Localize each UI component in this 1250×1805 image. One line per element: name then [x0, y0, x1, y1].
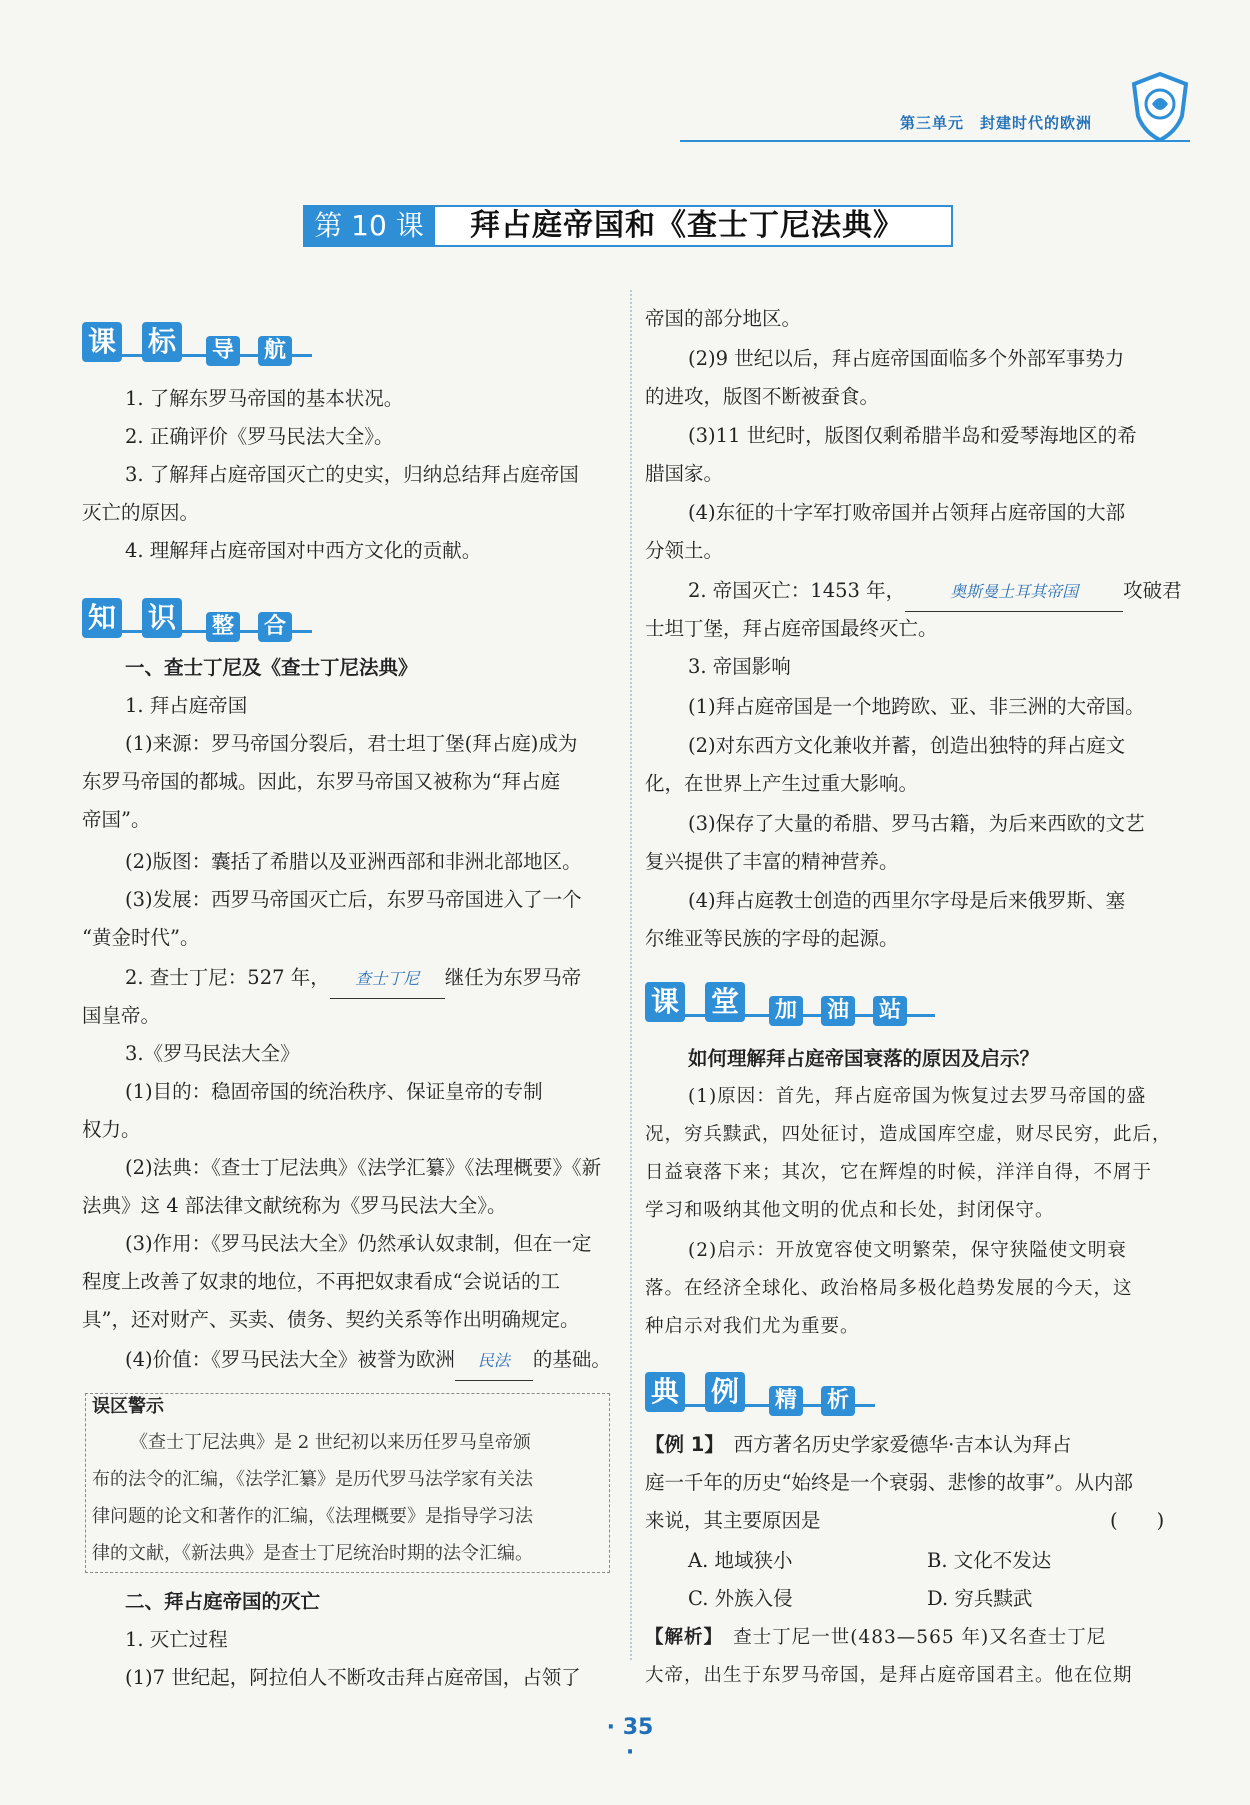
warning-line: 律问题的论文和著作的汇编，《法理概要》是指导学习法 — [92, 1506, 533, 1527]
goal-item: 3. 了解拜占庭帝国灭亡的史实，归纳总结拜占庭帝国 — [125, 463, 579, 486]
text-line: 国皇帝。 — [82, 1004, 161, 1027]
ketang-question: 如何理解拜占庭帝国衰落的原因及启示？ — [688, 1047, 1040, 1070]
subheading: 1. 灭亡过程 — [125, 1628, 228, 1651]
text-line: 大帝，出生于东罗马帝国，是拜占庭帝国君主。他在位期 — [645, 1665, 1133, 1686]
header-char: 课 — [645, 982, 685, 1022]
warning-line: 布的法令的汇编，《法学汇纂》是历代罗马法学家有关法 — [92, 1469, 533, 1490]
text-line: (4)拜占庭教士创造的西里尔字母是后来俄罗斯、塞 — [688, 889, 1126, 912]
text-line: (4)东征的十字军打败帝国并占领拜占庭帝国的大部 — [688, 501, 1126, 524]
text-fragment: 攻破君 — [1123, 579, 1182, 602]
answer-paren: ( ) — [1110, 1509, 1165, 1532]
option-c: C. 外族入侵 — [688, 1587, 793, 1610]
text-line: 权力。 — [82, 1118, 141, 1141]
text-line: 士坦丁堡，拜占庭帝国最终灭亡。 — [645, 617, 938, 640]
header-char: 加 — [769, 996, 803, 1026]
text-fragment: 继任为东罗马帝 — [444, 966, 582, 989]
lesson-number: 第 10 课 — [303, 205, 435, 247]
option-b: B. 文化不发达 — [927, 1549, 1052, 1572]
text-line: 况，穷兵黩武，四处征讨，造成国库空虚，财尽民穷，此后， — [645, 1124, 1172, 1145]
section-header-zhishi — [82, 598, 312, 644]
text-fragment: (4)价值：《罗马民法大全》被誉为欧洲 — [125, 1348, 455, 1371]
text-line: (1)拜占庭帝国是一个地跨欧、亚、非三洲的大帝国。 — [688, 695, 1145, 718]
fill-blank-line — [688, 572, 1182, 612]
part2-heading: 二、拜占庭帝国的灭亡 — [125, 1590, 321, 1613]
header-char: 航 — [258, 336, 292, 366]
text-line: 日益衰落下来；其次，它在辉煌的时候，洋洋自得，不屑于 — [645, 1162, 1153, 1183]
text-line: (3)作用：《罗马民法大全》仍然承认奴隶制，但在一定 — [125, 1232, 592, 1255]
example-line — [645, 1426, 1071, 1464]
text-fragment: 2. 查士丁尼：527 年， — [125, 966, 330, 989]
text-line: 腊国家。 — [645, 462, 724, 485]
warning-line: 《查士丁尼法典》是 2 世纪初以来历任罗马皇帝颁 — [130, 1432, 531, 1453]
text-line: 分领土。 — [645, 539, 724, 562]
subheading: 3. 帝国影响 — [688, 655, 791, 678]
text-line: (2)9 世纪以后，拜占庭帝国面临多个外部军事势力 — [688, 347, 1125, 370]
fill-blank-line — [125, 1341, 611, 1381]
shield-emblem-icon — [1130, 70, 1190, 142]
section-header-ketang — [645, 982, 935, 1028]
option-a: A. 地域狭小 — [688, 1549, 793, 1572]
header-char: 合 — [258, 612, 292, 642]
header-char: 析 — [821, 1386, 855, 1416]
text-line: 复兴提供了丰富的精神营养。 — [645, 850, 899, 873]
header-char: 识 — [142, 598, 182, 638]
subheading: 3.《罗马民法大全》 — [125, 1042, 300, 1065]
text-line: 落。在经济全球化、政治格局多极化趋势发展的今天，这 — [645, 1278, 1133, 1299]
part1-heading: 一、查士丁尼及《查士丁尼法典》 — [125, 656, 418, 679]
text-line: 学习和吸纳其他文明的优点和长处，封闭保守。 — [645, 1200, 1055, 1221]
text-line: 程度上改善了奴隶的地位，不再把奴隶看成“会说话的工 — [82, 1270, 560, 1293]
text-fragment: 的基础。 — [532, 1348, 611, 1371]
section-header-dianli — [645, 1372, 875, 1418]
text-line: (3)保存了大量的希腊、罗马古籍，为后来西欧的文艺 — [688, 812, 1145, 835]
header-char: 标 — [142, 322, 182, 362]
answer-blank: 民法 — [455, 1342, 533, 1381]
lesson-title: 拜占庭帝国和《查士丁尼法典》 — [470, 208, 904, 243]
fill-blank-line — [125, 959, 581, 999]
section-header-kebiao — [82, 322, 312, 368]
column-divider — [630, 290, 632, 1660]
unit-header: 第三单元 封建时代的欧洲 — [900, 114, 1093, 132]
header-char: 堂 — [705, 982, 745, 1022]
text-fragment: 2. 帝国灭亡：1453 年， — [688, 579, 906, 602]
text-line: 化，在世界上产生过重大影响。 — [645, 772, 919, 795]
answer-blank: 奥斯曼土耳其帝国 — [905, 573, 1123, 612]
text-line: “黄金时代”。 — [82, 926, 200, 949]
header-char: 精 — [769, 1386, 803, 1416]
text-line: (1)目的：稳固帝国的统治秩序、保证皇帝的专制 — [125, 1080, 543, 1103]
header-char: 导 — [206, 336, 240, 366]
analysis-line — [645, 1619, 1106, 1657]
page-number: · 35 · — [606, 1715, 654, 1765]
header-char: 课 — [82, 322, 122, 362]
goal-item: 灭亡的原因。 — [82, 501, 200, 524]
text-line: 东罗马帝国的都城。因此，东罗马帝国又被称为“拜占庭 — [82, 770, 560, 793]
text-line: 来说，其主要原因是 — [645, 1509, 821, 1532]
text-line: 法典》这 4 部法律文献统称为《罗马民法大全》。 — [82, 1194, 507, 1217]
text-line: (2)版图：囊括了希腊以及亚洲西部和非洲北部地区。 — [125, 850, 582, 873]
header-char: 例 — [705, 1372, 745, 1412]
text-line: 尔维亚等民族的字母的起源。 — [645, 927, 899, 950]
analysis-tag: 【解析】 — [645, 1627, 714, 1648]
text-line: (2)启示：开放宽容使文明繁荣，保守狭隘使文明衰 — [688, 1240, 1127, 1261]
warning-line: 律的文献，《新法典》是查士丁尼统治时期的法令汇编。 — [92, 1543, 533, 1564]
header-char: 站 — [873, 996, 907, 1026]
header-char: 整 — [206, 612, 240, 642]
warning-title: 误区警示 — [92, 1396, 164, 1417]
text-line: 帝国的部分地区。 — [645, 307, 802, 330]
text-line: (2)对东西方文化兼收并蓄，创造出独特的拜占庭文 — [688, 734, 1126, 757]
header-char: 知 — [82, 598, 122, 638]
text-line: (1)来源：罗马帝国分裂后，君士坦丁堡(拜占庭)成为 — [125, 732, 578, 755]
text-fragment: 西方著名历史学家爱德华·吉本认为拜占 — [733, 1433, 1072, 1456]
option-d: D. 穷兵黩武 — [927, 1587, 1033, 1610]
goal-item: 4. 理解拜占庭帝国对中西方文化的贡献。 — [125, 539, 482, 562]
text-line: (1)原因：首先，拜占庭帝国为恢复过去罗马帝国的盛 — [688, 1086, 1147, 1107]
goal-item: 1. 了解东罗马帝国的基本状况。 — [125, 387, 404, 410]
text-line: (2)法典：《查士丁尼法典》《法学汇纂》《法理概要》《新 — [125, 1156, 602, 1179]
text-fragment: 查士丁尼一世(483—565 年)又名查士丁尼 — [733, 1627, 1107, 1648]
text-line: (1)7 世纪起，阿拉伯人不断攻击拜占庭帝国，占领了 — [125, 1666, 581, 1689]
text-line: 的进攻，版图不断被蚕食。 — [645, 385, 880, 408]
header-rule — [680, 140, 1190, 142]
text-line: (3)11 世纪时，版图仅剩希腊半岛和爱琴海地区的希 — [688, 424, 1137, 447]
text-line: 种启示对我们尤为重要。 — [645, 1316, 860, 1337]
subheading: 1. 拜占庭帝国 — [125, 694, 248, 717]
text-line: 具”，还对财产、买卖、债务、契约关系等作出明确规定。 — [82, 1308, 580, 1331]
answer-blank: 查士丁尼 — [330, 960, 445, 999]
header-char: 典 — [645, 1372, 685, 1412]
text-line: (3)发展：西罗马帝国灭亡后，东罗马帝国进入了一个 — [125, 888, 582, 911]
text-line: 帝国”。 — [82, 808, 151, 831]
header-char: 油 — [821, 996, 855, 1026]
goal-item: 2. 正确评价《罗马民法大全》。 — [125, 425, 394, 448]
example-tag: 【例 1】 — [645, 1433, 715, 1456]
text-line: 庭一千年的历史“始终是一个衰弱、悲惨的故事”。从内部 — [645, 1471, 1133, 1494]
